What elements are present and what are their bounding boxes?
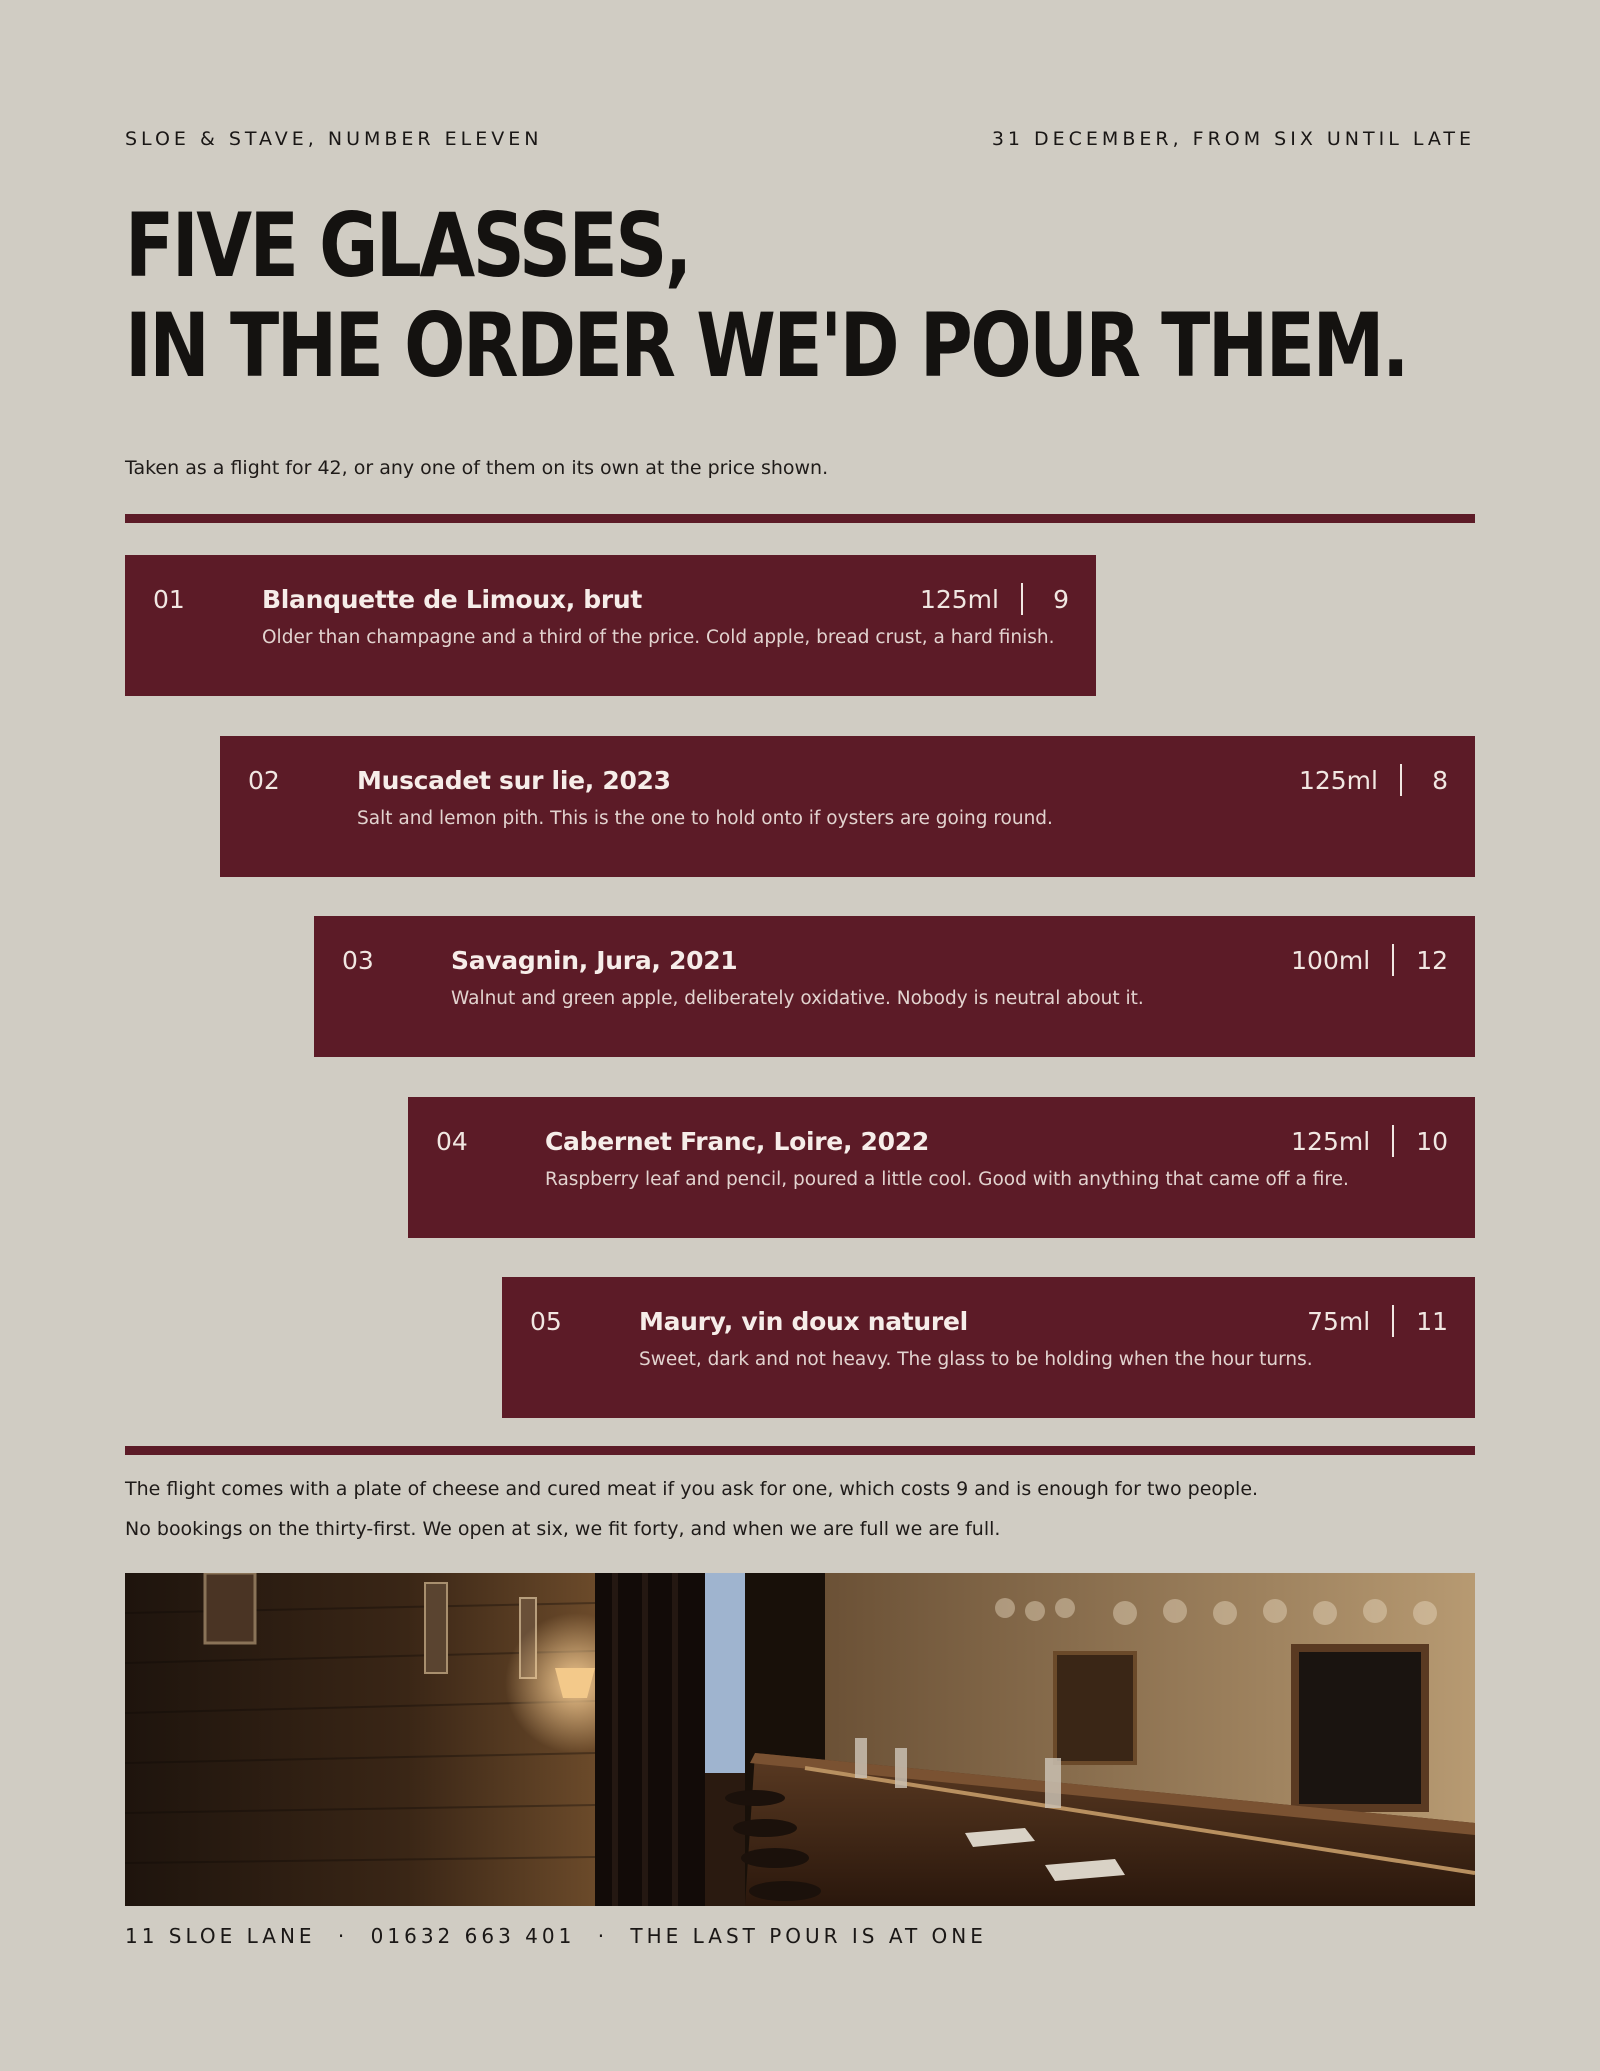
venue-name: SLOE & STAVE, NUMBER ELEVEN xyxy=(125,128,543,150)
meta-separator xyxy=(1392,1305,1394,1337)
wine-price: 10 xyxy=(1416,1126,1448,1156)
wine-item-3 xyxy=(314,916,1475,1057)
wine-item-1 xyxy=(125,555,1096,696)
wine-name: Maury, vin doux naturel xyxy=(639,1307,968,1336)
meta-separator xyxy=(1021,583,1023,615)
footer-separator: · xyxy=(597,1924,609,1948)
footer-phone: 01632 663 401 xyxy=(370,1924,576,1948)
header-bar xyxy=(125,128,1475,150)
bar-interior-photo xyxy=(125,1573,1475,1906)
wine-price: 11 xyxy=(1416,1306,1448,1336)
bottom-divider xyxy=(125,1446,1475,1455)
wine-item-4 xyxy=(408,1097,1475,1238)
footer-separator: · xyxy=(337,1924,349,1948)
wine-meta xyxy=(1299,764,1448,796)
page-title xyxy=(125,194,1407,397)
bookings-note: No bookings on the thirty-first. We open at six, we fit forty, and when we are full we are full. xyxy=(125,1518,1001,1540)
wine-price: 9 xyxy=(1053,584,1069,614)
wine-description: Raspberry leaf and pencil, poured a little cool. Good with anything that came off a fire. xyxy=(545,1169,1349,1190)
intro-text: Taken as a flight for 42, or any one of them on its own at the price shown. xyxy=(125,457,829,479)
wine-number: 03 xyxy=(342,946,374,975)
wine-item-2 xyxy=(220,736,1475,877)
cheese-note: The flight comes with a plate of cheese and cured meat if you ask for one, which costs 9 and is enough for two people. xyxy=(125,1478,1259,1500)
footer-address: 11 SLOE LANE xyxy=(125,1924,316,1948)
wine-volume: 125ml xyxy=(1291,1126,1371,1156)
wine-description: Walnut and green apple, deliberately oxidative. Nobody is neutral about it. xyxy=(451,988,1144,1009)
wine-description: Sweet, dark and not heavy. The glass to be holding when the hour turns. xyxy=(639,1349,1313,1370)
meta-separator xyxy=(1400,764,1402,796)
top-divider xyxy=(125,514,1475,523)
footer-last-pour: THE LAST POUR IS AT ONE xyxy=(630,1924,987,1948)
wine-volume: 100ml xyxy=(1291,945,1371,975)
meta-separator xyxy=(1392,1125,1394,1157)
footer xyxy=(125,1924,987,1948)
wine-name: Muscadet sur lie, 2023 xyxy=(357,766,671,795)
wine-description: Salt and lemon pith. This is the one to hold onto if oysters are going round. xyxy=(357,808,1053,829)
wine-volume: 125ml xyxy=(919,584,999,614)
wine-description: Older than champagne and a third of the price. Cold apple, bread crust, a hard finish. xyxy=(262,627,1055,648)
wine-price: 8 xyxy=(1432,765,1448,795)
wine-meta xyxy=(1307,1305,1448,1337)
wine-price: 12 xyxy=(1416,945,1448,975)
wine-item-5 xyxy=(502,1277,1475,1418)
wine-meta xyxy=(1291,944,1448,976)
wine-meta xyxy=(1291,1125,1448,1157)
title-line-1: FIVE GLASSES, xyxy=(125,194,690,297)
wine-name: Savagnin, Jura, 2021 xyxy=(451,946,738,975)
wine-name: Blanquette de Limoux, brut xyxy=(262,585,643,614)
wine-number: 01 xyxy=(153,585,185,614)
wine-number: 02 xyxy=(248,766,280,795)
wine-volume: 75ml xyxy=(1307,1306,1371,1336)
wine-meta xyxy=(920,583,1069,615)
wine-number: 05 xyxy=(530,1307,562,1336)
event-date: 31 DECEMBER, FROM SIX UNTIL LATE xyxy=(991,128,1475,150)
wine-name: Cabernet Franc, Loire, 2022 xyxy=(545,1127,929,1156)
meta-separator xyxy=(1392,944,1394,976)
title-line-2: IN THE ORDER WE'D POUR THEM. xyxy=(125,294,1407,397)
wine-volume: 125ml xyxy=(1298,765,1378,795)
wine-number: 04 xyxy=(436,1127,468,1156)
